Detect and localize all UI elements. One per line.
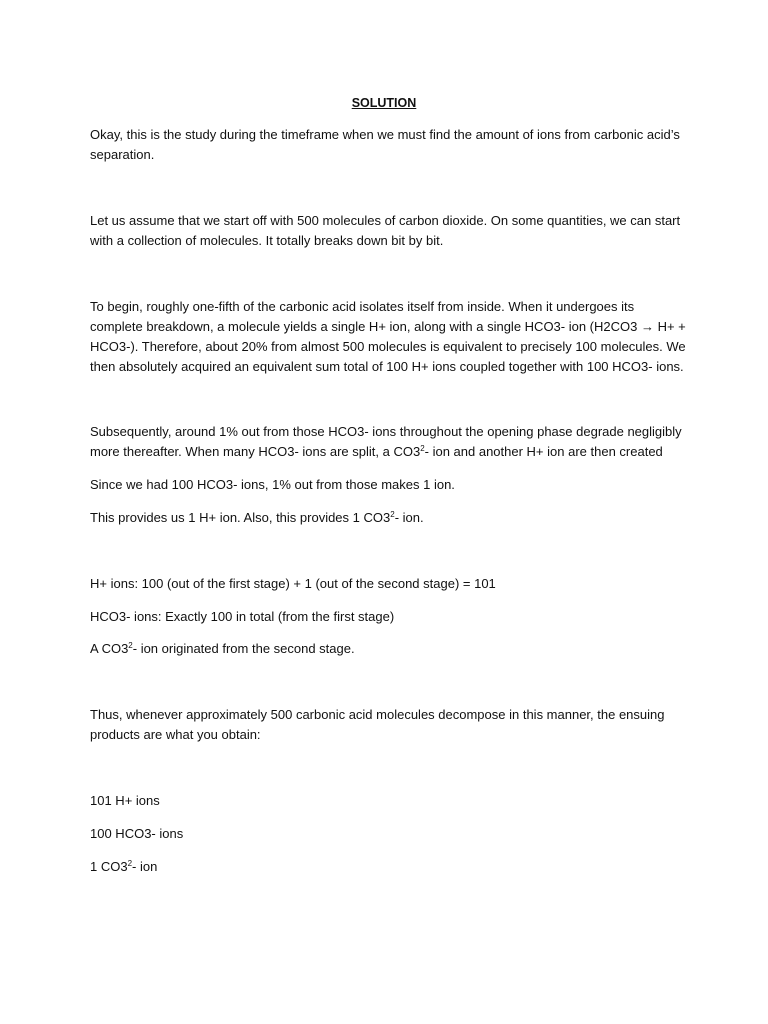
line-h-ions-total: H+ ions: 100 (out of the first stage) + 1 (out of the second stage) = 101 (90, 576, 496, 591)
text-segment: Subsequently, around 1% out from those HCO3- ions throughout the opening phase degrade negligibly more thereafter. When many HCO3- ions are split, a CO3 (90, 424, 682, 459)
text-segment: 1 CO3 (90, 859, 128, 874)
paragraph-assumption: Let us assume that we start off with 500 molecules of carbon dioxide. On some quantities, we can start with a collection of molecules. It totally breaks down bit by bit. (90, 213, 681, 248)
result-co3-ion (90, 857, 690, 877)
paragraph-first-stage: To begin, roughly one-fifth of the carbonic acid isolates itself from inside. When it undergoes its complete breakdown, a molecule yields a single H+ ion, along with a single HCO3- ion (H2CO3 → H+ + HCO3-). Therefore, about 20% from almost 500 molecules is equivalent to precisely 100 molecules. We then absolutely acquired an equivalent sum total of 100 H+ ions coupled together with 100 HCO3- ions. (90, 299, 686, 374)
text-segment: A CO3 (90, 641, 129, 656)
paragraph-one-percent: Since we had 100 HCO3- ions, 1% out from those makes 1 ion. (90, 477, 455, 492)
text-segment: This provides us 1 H+ ion. Also, this provides 1 CO3 (90, 510, 391, 525)
superscript: 2 (390, 510, 395, 519)
result-h-ions: 101 H+ ions (90, 793, 160, 808)
paragraph-provides (90, 508, 690, 528)
text-segment: - ion. (394, 510, 424, 525)
paragraph-conclusion: Thus, whenever approximately 500 carbonic acid molecules decompose in this manner, the ensuing products are what you obtain: (90, 707, 665, 742)
text-segment: - ion (132, 859, 158, 874)
superscript: 2 (420, 444, 425, 453)
line-hco3-ions-total: HCO3- ions: Exactly 100 in total (from the first stage) (90, 609, 395, 624)
result-hco3-ions: 100 HCO3- ions (90, 826, 184, 841)
text-segment: - ion and another H+ ion are then created (424, 444, 663, 459)
paragraph-second-stage (90, 422, 690, 462)
line-co3-ion-origin (90, 639, 690, 659)
text-segment: - ion originated from the second stage. (132, 641, 355, 656)
superscript: 2 (128, 641, 133, 650)
document-title: SOLUTION (351, 96, 417, 110)
paragraph-intro: Okay, this is the study during the timeframe when we must find the amount of ions from carbonic acid’s separation. (90, 127, 680, 162)
superscript: 2 (127, 859, 133, 868)
